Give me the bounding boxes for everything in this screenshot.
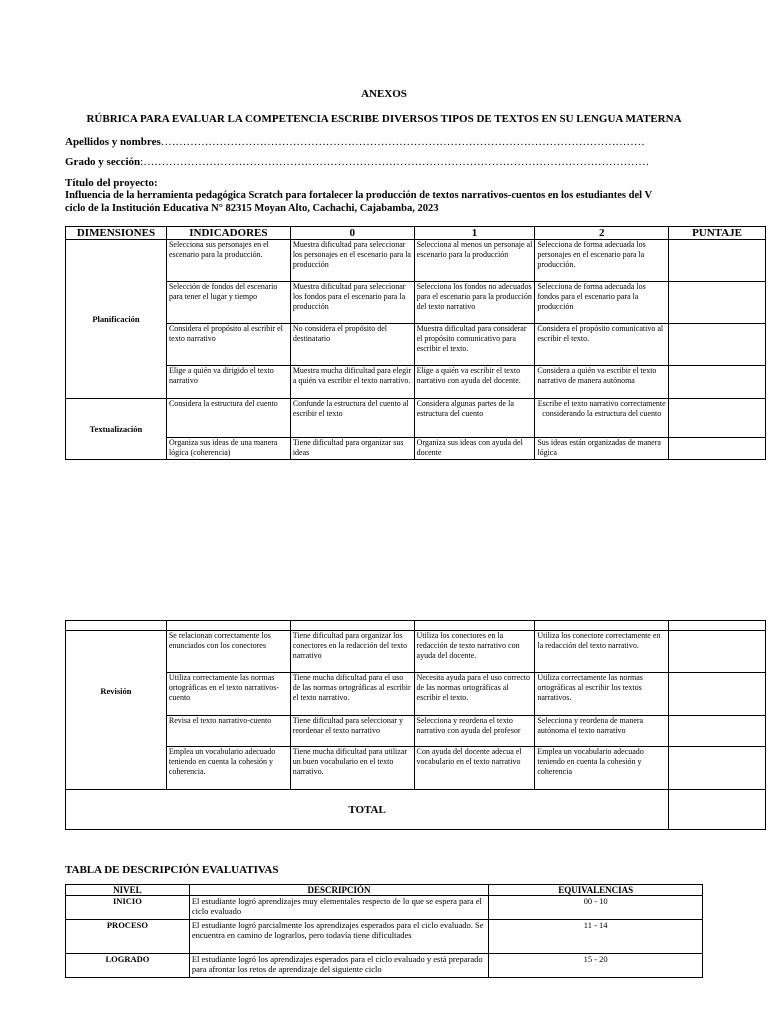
eval-header-row xyxy=(66,885,703,896)
indicator-cell: Revisa el texto narrativo-cuento xyxy=(166,716,290,747)
table-row xyxy=(66,621,766,631)
indicator-cell: Selecciona sus personajes en el escenario para la producción. xyxy=(166,240,290,282)
total-label: TOTAL xyxy=(66,790,669,830)
level-proceso: PROCESO xyxy=(66,920,190,954)
indicator-cell: Selección de fondos del escenario para tener el lugar y tiempo xyxy=(166,282,290,324)
table-row xyxy=(66,920,703,954)
grado-field xyxy=(65,156,745,168)
rubric-table-part-2 xyxy=(65,620,766,830)
level-1-cell: Selecciona los fondos no adecuados para el escenario para la producción del texto narrativo xyxy=(414,282,535,324)
col-score-1: 1 xyxy=(414,227,535,240)
level-2-cell: Escribe el texto narrativo correctamente considerando la estructura del cuento xyxy=(535,399,669,438)
eval-table xyxy=(65,884,703,978)
blank-cell xyxy=(166,621,290,631)
table-row xyxy=(66,324,766,366)
indicator-cell: Elige a quién va dirigido el texto narrativo xyxy=(166,366,290,399)
indicator-cell: Considera la estructura del cuento xyxy=(166,399,290,438)
level-2-cell: Emplea un vocabulario adecuado teniendo en cuenta la cohesión y coherencia xyxy=(535,747,669,790)
project-label: Título del proyecto: xyxy=(65,177,158,189)
equivalence-cell: 00 - 10 xyxy=(489,896,703,920)
equivalence-cell: 15 - 20 xyxy=(489,954,703,978)
indicator-cell: Utiliza correctamente las normas ortográficas en el texto narrativos-cuento xyxy=(166,673,290,716)
blank-cell xyxy=(290,621,414,631)
level-0-cell: Muestra mucha dificultad para elegir a quién va escribir el texto narrativo. xyxy=(290,366,414,399)
table-row xyxy=(66,631,766,673)
level-1-cell: Utiliza los conectores en la redacción de texto narrativo con ayuda del docente. xyxy=(414,631,535,673)
annex-heading: ANEXOS xyxy=(361,88,407,100)
grado-label: Grado y sección xyxy=(65,156,141,168)
table-row xyxy=(66,438,766,460)
eval-table-title: TABLA DE DESCRIPCIÓN EVALUATIVAS xyxy=(65,864,279,876)
indicator-cell: Emplea un vocabulario adecuado teniendo en cuenta la cohesión y coherencia. xyxy=(166,747,290,790)
col-score-2: 2 xyxy=(535,227,669,240)
level-2-cell: Selecciona de forma adecuada los fondos para el escenario para la producción xyxy=(535,282,669,324)
level-inicio: INICIO xyxy=(66,896,190,920)
total-score-cell[interactable] xyxy=(669,790,766,830)
level-0-cell: Tiene mucha dificultad para el uso de las normas ortográficas al escribir el texto narrativo. xyxy=(290,673,414,716)
level-1-cell: Con ayuda del docente adecua el vocabulario en el texto narrativo xyxy=(414,747,535,790)
score-cell[interactable] xyxy=(669,324,766,366)
equivalence-cell: 11 - 14 xyxy=(489,920,703,954)
level-1-cell: Selecciona al menos un personaje al escenario para la producción xyxy=(414,240,535,282)
score-cell[interactable] xyxy=(669,282,766,324)
indicator-cell: Considera el propósito al escribir el texto narrativo xyxy=(166,324,290,366)
table-row xyxy=(66,747,766,790)
level-2-cell: Selecciona y reordena de manera autónoma el texto narrativo xyxy=(535,716,669,747)
level-0-cell: Muestra dificultad para seleccionar los fondos para el escenario para la producción xyxy=(290,282,414,324)
description-cell: El estudiante logró parcialmente los aprendizajes esperados para el ciclo evaluado. Se encuentra en camino de lograrlos, pero todavía tiene dificultades xyxy=(189,920,488,954)
score-cell[interactable] xyxy=(669,399,766,438)
level-2-cell: Sus ideas están organizadas de manera lógica xyxy=(535,438,669,460)
total-row xyxy=(66,790,766,830)
col-score-0: 0 xyxy=(290,227,414,240)
score-cell[interactable] xyxy=(669,747,766,790)
description-cell: El estudiante logró los aprendizajes esperados para el ciclo evaluado y está preparado para afrontar los retos de aprendizaje del siguiente ciclo xyxy=(189,954,488,978)
description-cell: El estudiante logró aprendizajes muy elementales respecto de lo que se espera para el ciclo evaluado xyxy=(189,896,488,920)
table-row xyxy=(66,399,766,438)
apellidos-field xyxy=(65,136,745,148)
level-1-cell: Elige a quién va escribir el texto narrativo con ayuda del docente. xyxy=(414,366,535,399)
level-1-cell: Necesita ayuda para el uso correcto de las normas ortográficas al escribir el texto. xyxy=(414,673,535,716)
col-indicadores: INDICADORES xyxy=(166,227,290,240)
dimension-revision: Revisión xyxy=(66,631,167,790)
level-1-cell: Organiza sus ideas con ayuda del docente xyxy=(414,438,535,460)
level-0-cell: Tiene dificultad para organizar sus ideas xyxy=(290,438,414,460)
level-2-cell: Utiliza los conectore correctamente en la redacción del texto narrativo. xyxy=(535,631,669,673)
score-cell[interactable] xyxy=(669,673,766,716)
indicator-cell: Organiza sus ideas de una manera lógica (coherencia) xyxy=(166,438,290,460)
blank-cell xyxy=(414,621,535,631)
col-dimensiones: DIMENSIONES xyxy=(66,227,167,240)
col-equivalencias: EQUIVALENCIAS xyxy=(489,885,703,896)
score-cell[interactable] xyxy=(669,631,766,673)
level-0-cell: Tiene mucha dificultad para utilizar un buen vocabulario en el texto narrativo. xyxy=(290,747,414,790)
table-row xyxy=(66,896,703,920)
dimension-planificacion: Planificación xyxy=(66,240,167,399)
level-0-cell: Muestra dificultad para seleccionar los personajes en el escenario para la producción xyxy=(290,240,414,282)
col-puntaje: PUNTAJE xyxy=(669,227,766,240)
grado-dots: :………………………………………………………………………………………………………………………… xyxy=(140,156,650,168)
table-row xyxy=(66,716,766,747)
score-cell[interactable] xyxy=(669,240,766,282)
level-0-cell: Tiene dificultad para seleccionar y reordenar el texto narrativo xyxy=(290,716,414,747)
col-descripcion: DESCRIPCIÓN xyxy=(189,885,488,896)
level-2-cell: Selecciona de forma adecuada los personajes en el escenario para la producción. xyxy=(535,240,669,282)
score-cell[interactable] xyxy=(669,366,766,399)
level-0-cell: Tiene dificultad para organizar los conectores en la redacción del texto narrativo xyxy=(290,631,414,673)
blank-cell xyxy=(66,621,167,631)
table-row xyxy=(66,954,703,978)
level-2-cell: Considera el propósito comunicativo al escribir el texto. xyxy=(535,324,669,366)
table-row xyxy=(66,673,766,716)
blank-cell xyxy=(535,621,669,631)
rubric-header-row xyxy=(66,227,766,240)
level-logrado: LOGRADO xyxy=(66,954,190,978)
score-cell[interactable] xyxy=(669,716,766,747)
rubric-title: RÚBRICA PARA EVALUAR LA COMPETENCIA ESCRIBE DIVERSOS TIPOS DE TEXTOS EN SU LENGUA MATERNA xyxy=(86,113,682,125)
apellidos-dots: …………………………………………………………………………………………………………………… xyxy=(160,136,645,148)
level-2-cell: Considera a quién va escribir el texto narrativo de manera autónoma xyxy=(535,366,669,399)
level-0-cell: Confunde la estructura del cuento al escribir el texto xyxy=(290,399,414,438)
col-nivel: NIVEL xyxy=(66,885,190,896)
level-1-cell: Muestra dificultad para considerar el propósito comunicativo para escribir el texto. xyxy=(414,324,535,366)
blank-cell xyxy=(669,621,766,631)
indicator-cell: Se relacionan correctamente los enunciados con los conectores xyxy=(166,631,290,673)
apellidos-label: Apellidos y nombres xyxy=(65,136,161,148)
level-0-cell: No considera el propósito del destinatario xyxy=(290,324,414,366)
level-2-cell: Utiliza correctamente las normas ortográficas al escribir los textos narrativos. xyxy=(535,673,669,716)
level-1-cell: Considera algunas partes de la estructura del cuento xyxy=(414,399,535,438)
level-1-cell: Selecciona y reordena el texto narrativo con ayuda del profesor xyxy=(414,716,535,747)
project-title-line-2: ciclo de la Institución Educativa N° 82315 Moyan Alto, Cachachi, Cajabamba, 2023 xyxy=(65,203,439,214)
table-row xyxy=(66,240,766,282)
dimension-textualizacion: Textualización xyxy=(66,399,167,460)
project-title-line-1: Influencia de la herramienta pedagógica Scratch para fortalecer la producción de textos narrativos-cuentos en los estudiantes del V xyxy=(65,190,653,201)
table-row xyxy=(66,282,766,324)
table-row xyxy=(66,366,766,399)
score-cell[interactable] xyxy=(669,438,766,460)
rubric-table-part-1 xyxy=(65,226,766,460)
